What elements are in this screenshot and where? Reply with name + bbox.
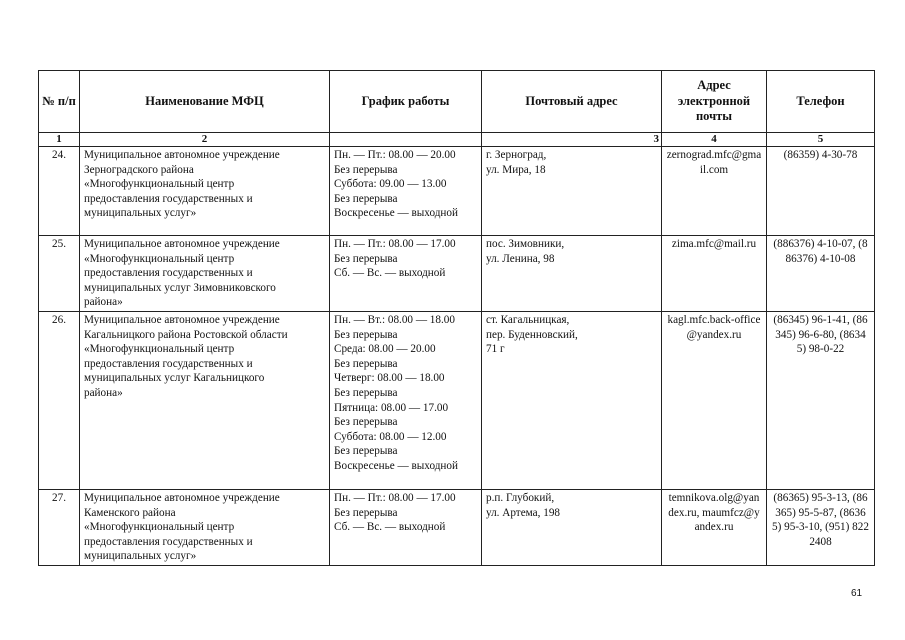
name-line: муниципальных услуг» [84, 207, 197, 220]
name-line: «Многофункциональный центр [84, 178, 235, 191]
row-num: 26. [39, 311, 80, 489]
address-line: ст. Кагальницкая, [486, 313, 570, 326]
row-address [482, 147, 662, 236]
table-row [39, 311, 875, 489]
column-number: 1 [39, 133, 80, 147]
schedule-line: Без перерыва [334, 357, 398, 370]
column-number: 5 [767, 133, 875, 147]
schedule-line: Без перерыва [334, 192, 398, 205]
name-line: Муниципальное автономное учреждение [84, 491, 280, 504]
table-row [39, 147, 875, 236]
schedule-line: Без перерыва [334, 506, 398, 519]
address-line: ул. Артема, 198 [486, 506, 561, 519]
row-schedule [330, 311, 482, 489]
row-email: temnikova.olg@yandex.ru, maumfcz@yandex.ru [662, 489, 767, 565]
row-email: zernograd.mfc@gmail.com [662, 147, 767, 236]
mfc-table [38, 70, 875, 566]
name-line: «Многофункциональный центр [84, 343, 235, 356]
name-line: «Многофункциональный центр [84, 252, 235, 265]
row-phone: (86365) 95-3-13, (86365) 95-5-87, (86365) 95-3-10, (951) 8222408 [767, 489, 875, 565]
column-number: 4 [662, 133, 767, 147]
row-num: 25. [39, 236, 80, 312]
schedule-line: Пн. — Вт.: 08.00 — 18.00 [334, 313, 455, 326]
name-line: района» [84, 386, 123, 399]
name-line: предоставления государственных и [84, 357, 253, 370]
schedule-line: Среда: 08.00 — 20.00 [334, 343, 436, 356]
address-line: ул. Мира, 18 [486, 163, 546, 176]
column-number: 3 [482, 133, 662, 147]
header-num: № п/п [39, 71, 80, 133]
header-name: Наименование МФЦ [80, 71, 330, 133]
name-line: Муниципальное автономное учреждение [84, 313, 280, 326]
table-row [39, 236, 875, 312]
row-name [80, 147, 330, 236]
schedule-line: Воскресенье — выходной [334, 207, 458, 220]
row-num: 24. [39, 147, 80, 236]
row-email: zima.mfc@mail.ru [662, 236, 767, 312]
row-schedule [330, 147, 482, 236]
address-line: 71 г [486, 343, 505, 356]
schedule-line: Без перерыва [334, 163, 398, 176]
header-phone: Телефон [767, 71, 875, 133]
schedule-line: Суббота: 08.00 — 12.00 [334, 430, 447, 443]
page-number: 61 [851, 588, 863, 599]
schedule-line: Пн. — Пт.: 08.00 — 17.00 [334, 491, 456, 504]
name-line: Кагальницкого района Ростовской области [84, 328, 288, 341]
column-number-row [39, 133, 875, 147]
name-line: муниципальных услуг» [84, 550, 197, 563]
header-email: Адрес электронной почты [662, 71, 767, 133]
name-line: предоставления государственных и [84, 192, 253, 205]
schedule-line: Пн. — Пт.: 08.00 — 20.00 [334, 149, 456, 161]
schedule-line: Воскресенье — выходной [334, 459, 458, 472]
row-schedule [330, 489, 482, 565]
name-line: муниципальных услуг Зимовниковского [84, 281, 276, 294]
row-num: 27. [39, 489, 80, 565]
row-address [482, 236, 662, 312]
name-line: предоставления государственных и [84, 267, 253, 280]
address-line: г. Зерноград, [486, 149, 547, 161]
row-name [80, 311, 330, 489]
row-name [80, 489, 330, 565]
header-row [39, 71, 875, 133]
column-number [330, 133, 482, 147]
name-line: муниципальных услуг Кагальницкого [84, 372, 265, 385]
row-phone: (886376) 4-10-07, (886376) 4-10-08 [767, 236, 875, 312]
name-line: района» [84, 296, 123, 309]
name-line: предоставления государственных и [84, 535, 253, 548]
column-number: 2 [80, 133, 330, 147]
schedule-line: Четверг: 08.00 — 18.00 [334, 372, 445, 385]
name-line: Муниципальное автономное учреждение [84, 149, 280, 161]
schedule-line: Без перерыва [334, 252, 398, 265]
schedule-line: Суббота: 09.00 — 13.00 [334, 178, 447, 191]
address-line: р.п. Глубокий, [486, 491, 555, 504]
table-row [39, 489, 875, 565]
name-line: Зерноградского района [84, 163, 194, 176]
schedule-line: Без перерыва [334, 386, 398, 399]
schedule-line: Без перерыва [334, 416, 398, 429]
row-address [482, 489, 662, 565]
row-phone: (86359) 4-30-78 [767, 147, 875, 236]
address-line: пер. Буденновский, [486, 328, 578, 341]
row-schedule [330, 236, 482, 312]
schedule-line: Сб. — Вс. — выходной [334, 267, 446, 280]
schedule-line: Без перерыва [334, 328, 398, 341]
schedule-line: Без перерыва [334, 445, 398, 458]
schedule-line: Пятница: 08.00 — 17.00 [334, 401, 449, 414]
row-phone: (86345) 96-1-41, (86345) 96-6-80, (86345) 98-0-22 [767, 311, 875, 489]
schedule-line: Сб. — Вс. — выходной [334, 521, 446, 534]
name-line: Каменского района [84, 506, 176, 519]
header-address: Почтовый адрес [482, 71, 662, 133]
schedule-line: Пн. — Пт.: 08.00 — 17.00 [334, 238, 456, 250]
address-line: ул. Ленина, 98 [486, 252, 555, 265]
name-line: Муниципальное автономное учреждение [84, 238, 280, 250]
row-name [80, 236, 330, 312]
row-email: kagl.mfc.back-office@yandex.ru [662, 311, 767, 489]
address-line: пос. Зимовники, [486, 238, 565, 250]
row-address [482, 311, 662, 489]
name-line: «Многофункциональный центр [84, 521, 235, 534]
header-schedule: График работы [330, 71, 482, 133]
